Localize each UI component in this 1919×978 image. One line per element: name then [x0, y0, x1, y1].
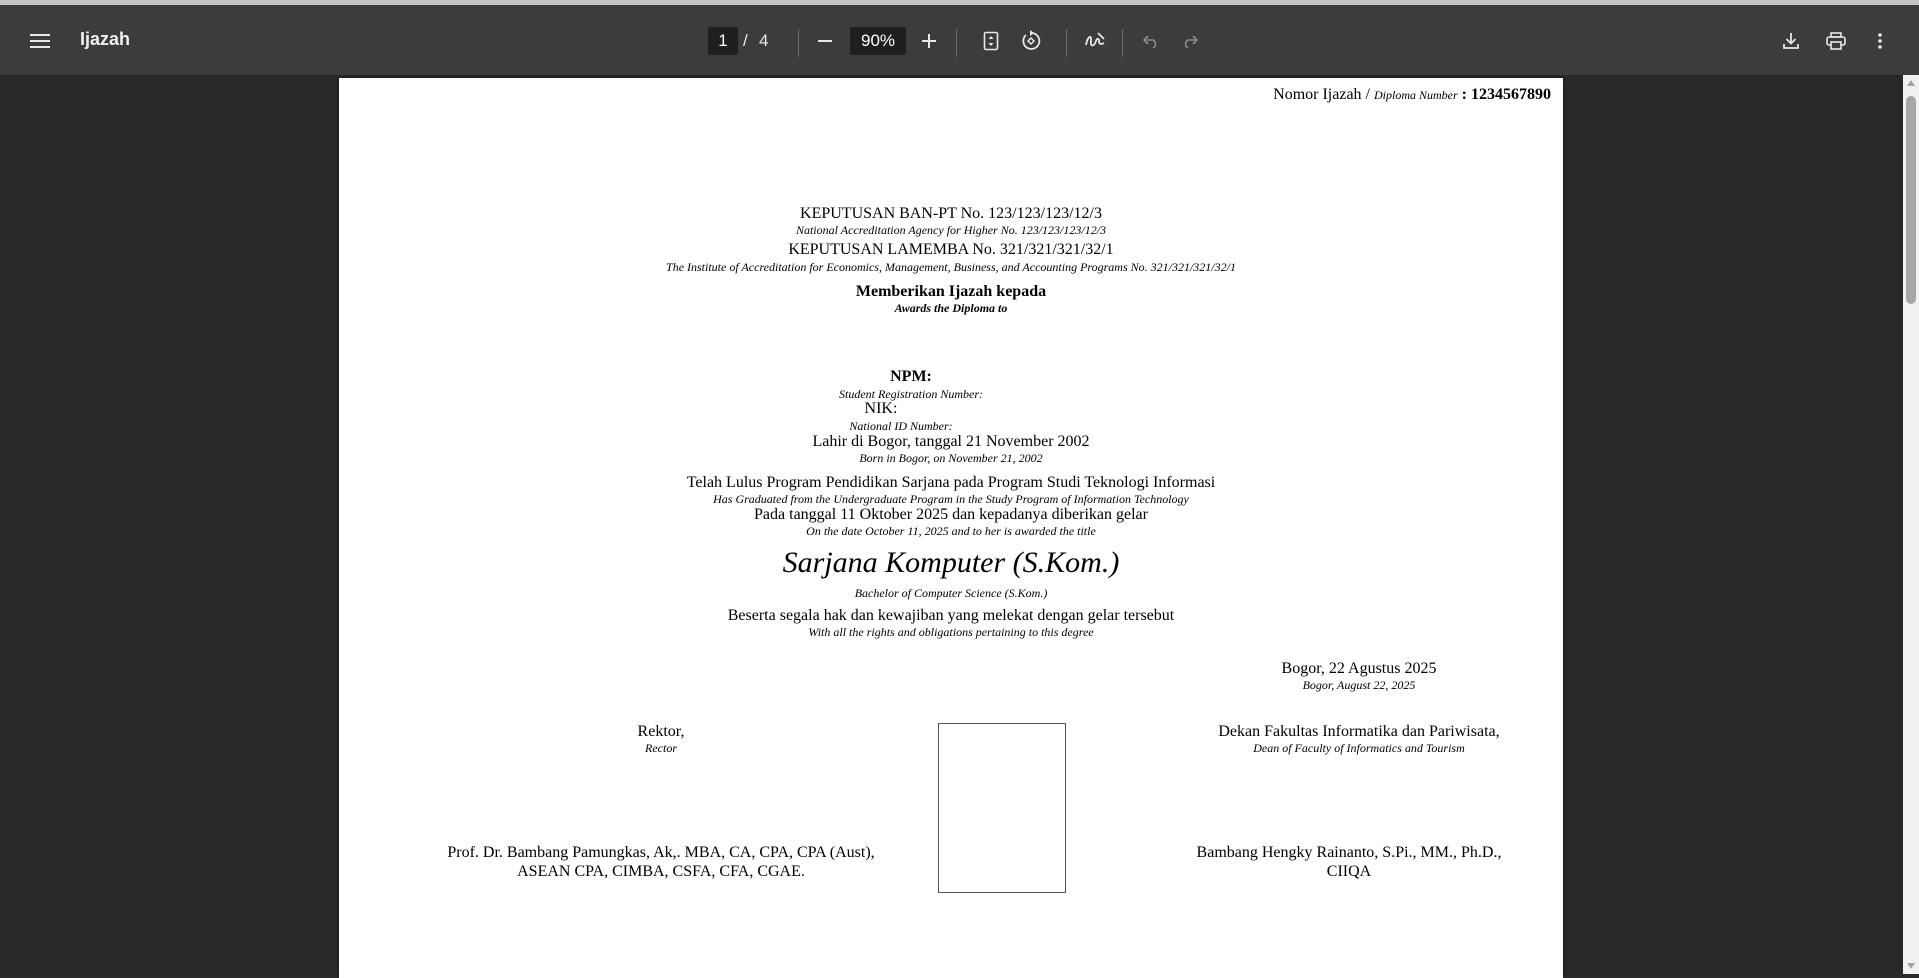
- download-icon[interactable]: [1777, 27, 1805, 55]
- document-viewer[interactable]: [0, 75, 1919, 974]
- place-date: Bogor, 22 Agustus 2025: [1281, 660, 1437, 677]
- diploma-number: [1273, 86, 1551, 104]
- dean-name-line2: CIIQA: [1326, 863, 1372, 880]
- graduation-statement-en: Has Graduated from the Undergraduate Program in the Study Program of Information Technology: [713, 492, 1189, 506]
- page-total: 4: [759, 31, 769, 50]
- banpt-decree-en: National Accreditation Agency for Higher No. 123/123/123/12/3: [795, 223, 1107, 237]
- toolbar-divider: [798, 29, 799, 57]
- rector-title: Rektor,: [637, 723, 685, 740]
- lamemba-decree-en: The Institute of Accreditation for Economics, Management, Business, and Accounting Programs No. 321/321/321/32/1: [666, 260, 1236, 274]
- rights-statement-en: With all the rights and obligations pertaining to this degree: [808, 625, 1094, 639]
- page-number-input[interactable]: 1: [708, 27, 738, 55]
- zoom-level-input[interactable]: 90%: [850, 27, 906, 55]
- zoom-in-icon[interactable]: [916, 27, 942, 55]
- birth-info-en: Born in Bogor, on November 21, 2002: [859, 451, 1043, 465]
- dean-title: Dekan Fakultas Informatika dan Pariwisata,: [1218, 723, 1500, 740]
- degree-title-en: Bachelor of Computer Science (S.Kom.): [854, 586, 1048, 600]
- scroll-up-icon[interactable]: [1906, 79, 1916, 87]
- nik-label: NIK:: [864, 400, 898, 417]
- more-icon[interactable]: [1866, 27, 1894, 55]
- dean-name: Bambang Hengky Rainanto, S.Pi., MM., Ph.D.,: [1196, 844, 1502, 861]
- rector-name: Prof. Dr. Bambang Pamungkas, Ak,. MBA, CA, CPA, CPA (Aust),: [447, 844, 875, 861]
- rector-title-en: Rector: [645, 741, 677, 755]
- redo-icon[interactable]: [1177, 27, 1203, 55]
- scroll-down-icon[interactable]: [1906, 962, 1916, 970]
- zoom-out-icon[interactable]: [812, 27, 838, 55]
- toolbar-divider: [1122, 29, 1123, 57]
- rights-statement: Beserta segala hak dan kewajiban yang melekat dengan gelar tersebut: [727, 607, 1175, 624]
- rector-name-line2: ASEAN CPA, CIMBA, CSFA, CFA, CGAE.: [517, 863, 805, 880]
- scrollbar-thumb[interactable]: [1906, 96, 1916, 304]
- toolbar-divider: [1066, 29, 1067, 57]
- dean-title-en: Dean of Faculty of Informatics and Tourism: [1253, 741, 1465, 755]
- undo-icon[interactable]: [1138, 27, 1164, 55]
- place-date-en: Bogor, August 22, 2025: [1302, 678, 1416, 692]
- graduation-statement: Telah Lulus Program Pendidikan Sarjana pada Program Studi Teknologi Informasi: [686, 474, 1216, 491]
- draw-icon[interactable]: [1080, 27, 1110, 55]
- npm-label: NPM:: [890, 368, 932, 385]
- nik-label-en: National ID Number:: [849, 419, 953, 433]
- pdf-page: [339, 78, 1563, 978]
- document-title: Ijazah: [80, 29, 131, 49]
- pdf-toolbar: [0, 5, 1919, 75]
- birth-info: Lahir di Bogor, tanggal 21 November 2002: [812, 433, 1090, 450]
- banpt-decree: KEPUTUSAN BAN-PT No. 123/123/123/12/3: [800, 205, 1102, 222]
- rotate-icon[interactable]: [1017, 27, 1045, 55]
- awards-heading-en: Awards the Diploma to: [894, 301, 1008, 315]
- fit-page-icon[interactable]: [978, 27, 1004, 55]
- photo-placeholder: [938, 723, 1066, 893]
- lamemba-decree: KEPUTUSAN LAMEMBA No. 321/321/321/32/1: [788, 241, 1114, 258]
- print-icon[interactable]: [1822, 27, 1850, 55]
- menu-icon[interactable]: [26, 27, 54, 55]
- degree-title: Sarjana Komputer (S.Kom.): [782, 546, 1120, 579]
- page-separator: /: [743, 31, 748, 50]
- diploma-number-label: Nomor Ijazah /: [1273, 86, 1370, 103]
- graduation-date: Pada tanggal 11 Oktober 2025 dan kepadanya diberikan gelar: [754, 506, 1148, 523]
- toolbar-divider: [956, 29, 957, 57]
- awards-heading: Memberikan Ijazah kepada: [855, 283, 1047, 300]
- npm-label-en: Student Registration Number:: [839, 387, 983, 401]
- graduation-date-en: On the date October 11, 2025 and to her is awarded the title: [806, 524, 1096, 538]
- diploma-number-value: : 1234567890: [1461, 86, 1551, 103]
- diploma-number-label-en: Diploma Number: [1374, 88, 1458, 102]
